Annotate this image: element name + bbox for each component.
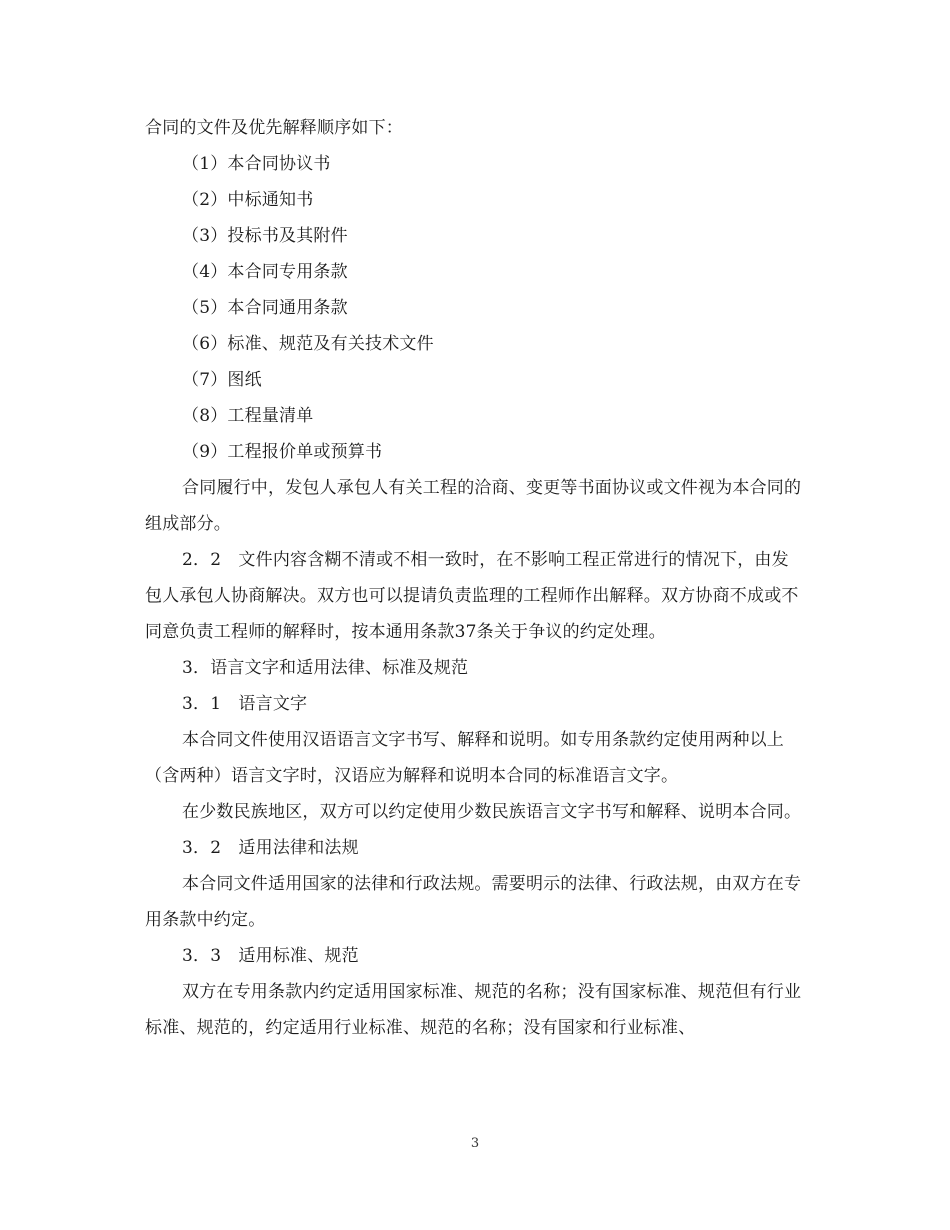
list-item-7: （7）图纸 (182, 370, 262, 390)
clause-2-2: 2．2 文件内容含糊不清或不相一致时，在不影响工程正常进行的情况下，由发包人承包人协商解决。双方也可以提请负责监理的工程师作出解释。双方协商不成或不同意负责工程师的解释时，按本通用条款37条关于争议的约定处理。 (145, 550, 799, 642)
paragraph-contract-performance: 合同履行中，发包人承包人有关工程的洽商、变更等书面协议或文件视为本合同的组成部分。 (145, 478, 802, 534)
clause-heading-3-1: 3．1 语言文字 (182, 694, 308, 714)
list-item-9: （9）工程报价单或预算书 (182, 442, 383, 462)
paragraph-intro: 合同的文件及优先解释顺序如下： (145, 118, 403, 138)
paragraph-minority-language: 在少数民族地区，双方可以约定使用少数民族语言文字书写和解释、说明本合同。 (182, 802, 802, 822)
paragraph-applicable-law: 本合同文件适用国家的法律和行政法规。需要明示的法律、行政法规，由双方在专用条款中约定。 (145, 874, 802, 930)
paragraph-language: 本合同文件使用汉语语言文字书写、解释和说明。如专用条款约定使用两种以上（含两种）语言文字时，汉语应为解释和说明本合同的标准语言文字。 (145, 730, 784, 786)
paragraph-applicable-standards: 双方在专用条款内约定适用国家标准、规范的名称；没有国家标准、规范但有行业标准、规范的，约定适用行业标准、规范的名称；没有国家和行业标准、 (145, 982, 802, 1038)
list-item-6: （6）标准、规范及有关技术文件 (182, 334, 434, 354)
section-heading-3: 3．语言文字和适用法律、标准及规范 (182, 658, 469, 678)
list-item-2: （2）中标通知书 (182, 190, 314, 210)
page-number: 3 (470, 1136, 480, 1151)
list-item-8: （8）工程量清单 (182, 406, 314, 426)
list-item-4: （4）本合同专用条款 (182, 262, 348, 282)
list-item-3: （3）投标书及其附件 (182, 226, 348, 246)
clause-heading-3-3: 3．3 适用标准、规范 (182, 946, 359, 966)
list-item-1: （1）本合同协议书 (182, 154, 331, 174)
clause-heading-3-2: 3．2 适用法律和法规 (182, 838, 359, 858)
list-item-5: （5）本合同通用条款 (182, 298, 348, 318)
document-body (145, 110, 805, 1046)
